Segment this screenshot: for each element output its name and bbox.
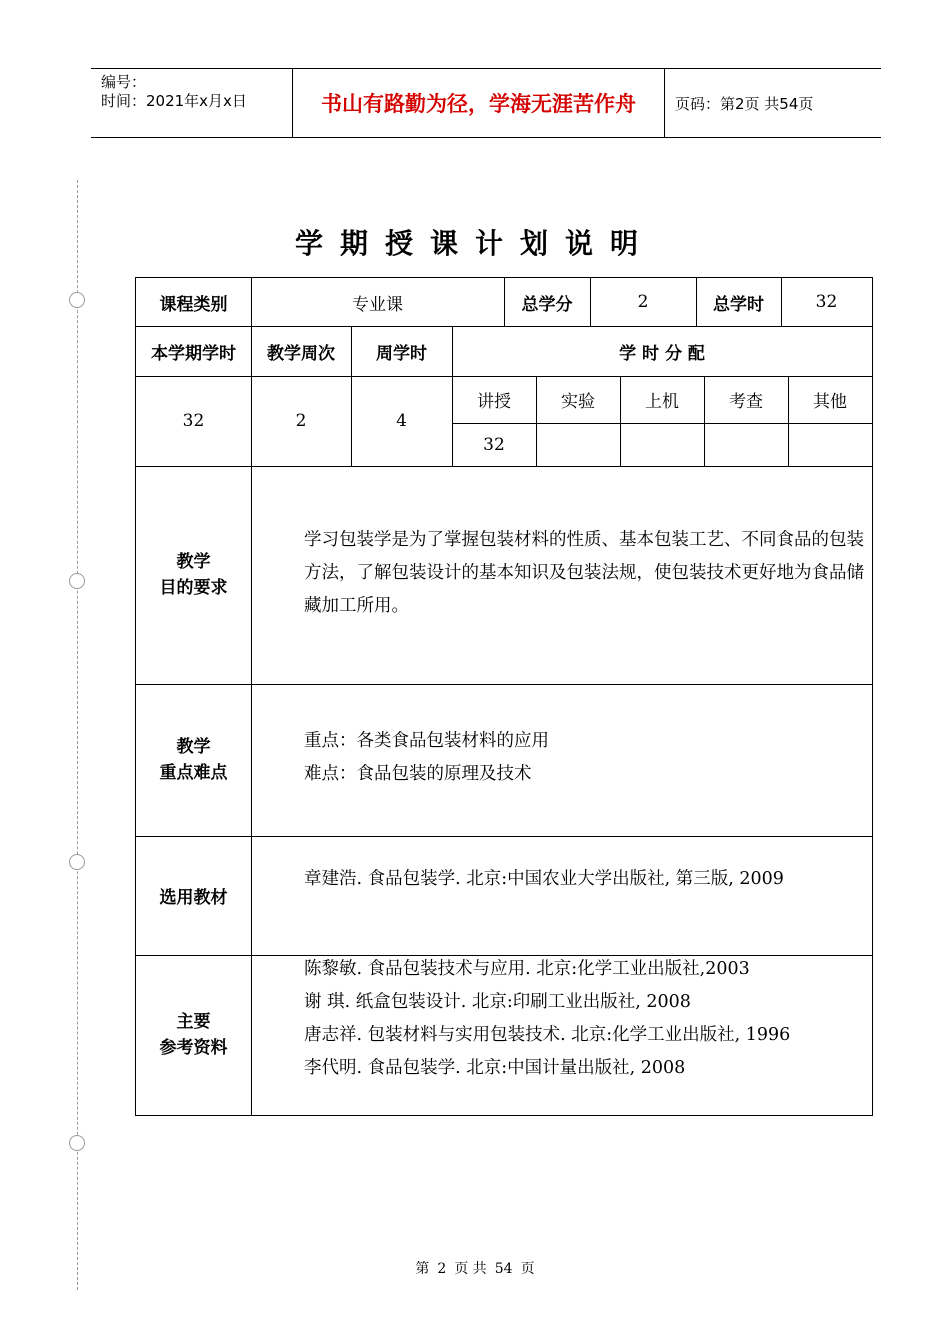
objectives-label-line2: 目的要求	[159, 578, 228, 598]
semester-hours-label: 本学期学时	[151, 343, 236, 364]
footer-suffix: 页	[520, 1261, 535, 1277]
objectives-label	[136, 466, 251, 684]
focus-label-line1: 教学	[176, 737, 211, 757]
footer-page-number: 2	[437, 1261, 447, 1277]
dist-header-experiment: 实验	[561, 392, 595, 412]
textbook-text: 章建浩. 食品包装学. 北京:中国农业大学出版社, 第三版, 2009	[304, 869, 784, 889]
plan-table	[135, 277, 873, 1116]
header-motto: 书山有路勤为径，学海无涯苦作舟	[292, 69, 665, 137]
dist-value-lecture: 32	[483, 434, 505, 455]
footer-total-pages: 54	[494, 1261, 513, 1277]
reference-item: 李代明. 食品包装学. 北京:中国计量出版社, 2008	[304, 1058, 686, 1078]
teaching-weeks-value: 2	[295, 411, 307, 431]
binding-line	[77, 180, 78, 1290]
code-label: 编号：	[101, 73, 147, 91]
page-title: 学期授课计划说明	[294, 227, 655, 260]
teaching-weeks-label: 教学周次	[267, 343, 335, 364]
total-credit-value: 2	[637, 292, 649, 312]
reference-item: 谢 琪. 纸盒包装设计. 北京:印刷工业出版社, 2008	[304, 992, 691, 1012]
dist-value-other	[788, 423, 872, 466]
references-label-line1: 主要	[176, 1012, 211, 1032]
binding-hole	[69, 854, 85, 870]
header-page-info: 页码：第2页 共54页	[675, 94, 814, 113]
dist-value-computer	[620, 423, 704, 466]
references-list	[304, 953, 867, 1085]
difficulty-point: 难点：食品包装的原理及技术	[304, 764, 532, 784]
weekly-hours-label: 周学时	[376, 343, 427, 364]
focus-text	[304, 725, 867, 791]
total-hours-value: 32	[815, 292, 838, 312]
objectives-label-line1: 教学	[176, 552, 211, 572]
course-type-value: 专业课	[352, 294, 403, 315]
objectives-text: 学习包装学是为了掌握包装材料的性质、基本包装工艺、不同食品的包装方法，了解包装设计的基本知识及包装法规，使包装技术更好地为食品储藏加工所用。	[304, 530, 864, 616]
dist-value-exam	[704, 423, 788, 466]
reference-item: 唐志祥. 包装材料与实用包装技术. 北京:化学工业出版社, 1996	[304, 1025, 791, 1045]
header-meta	[91, 69, 292, 137]
document-header	[91, 68, 881, 138]
references-label	[136, 955, 251, 1115]
total-hours-label: 总学时	[713, 294, 764, 315]
total-credit-label: 总学分	[521, 294, 573, 315]
page-footer	[0, 1258, 950, 1278]
binding-hole	[69, 292, 85, 308]
reference-item: 陈黎敏. 食品包装技术与应用. 北京:化学工业出版社,2003	[304, 959, 750, 979]
footer-prefix: 第	[415, 1261, 430, 1277]
focus-label	[136, 684, 251, 836]
dist-header-exam: 考查	[729, 392, 763, 412]
key-point: 重点：各类食品包装材料的应用	[304, 731, 549, 751]
focus-label-line2: 重点难点	[159, 763, 228, 783]
dist-header-lecture: 讲授	[477, 392, 511, 412]
references-label-line2: 参考资料	[159, 1038, 228, 1058]
course-type-label: 课程类别	[159, 294, 228, 315]
time-label: 时间：2021年x月x日	[101, 92, 247, 110]
dist-header-other: 其他	[813, 392, 847, 412]
dist-value-experiment	[536, 423, 620, 466]
weekly-hours-value: 4	[396, 411, 407, 431]
hour-distribution-label: 学 时 分 配	[619, 343, 705, 364]
binding-hole	[69, 573, 85, 589]
semester-hours-value: 32	[182, 411, 205, 431]
footer-mid: 页 共	[454, 1261, 487, 1277]
textbook-label: 选用教材	[159, 888, 228, 908]
binding-hole	[69, 1135, 85, 1151]
dist-header-computer: 上机	[645, 392, 679, 412]
